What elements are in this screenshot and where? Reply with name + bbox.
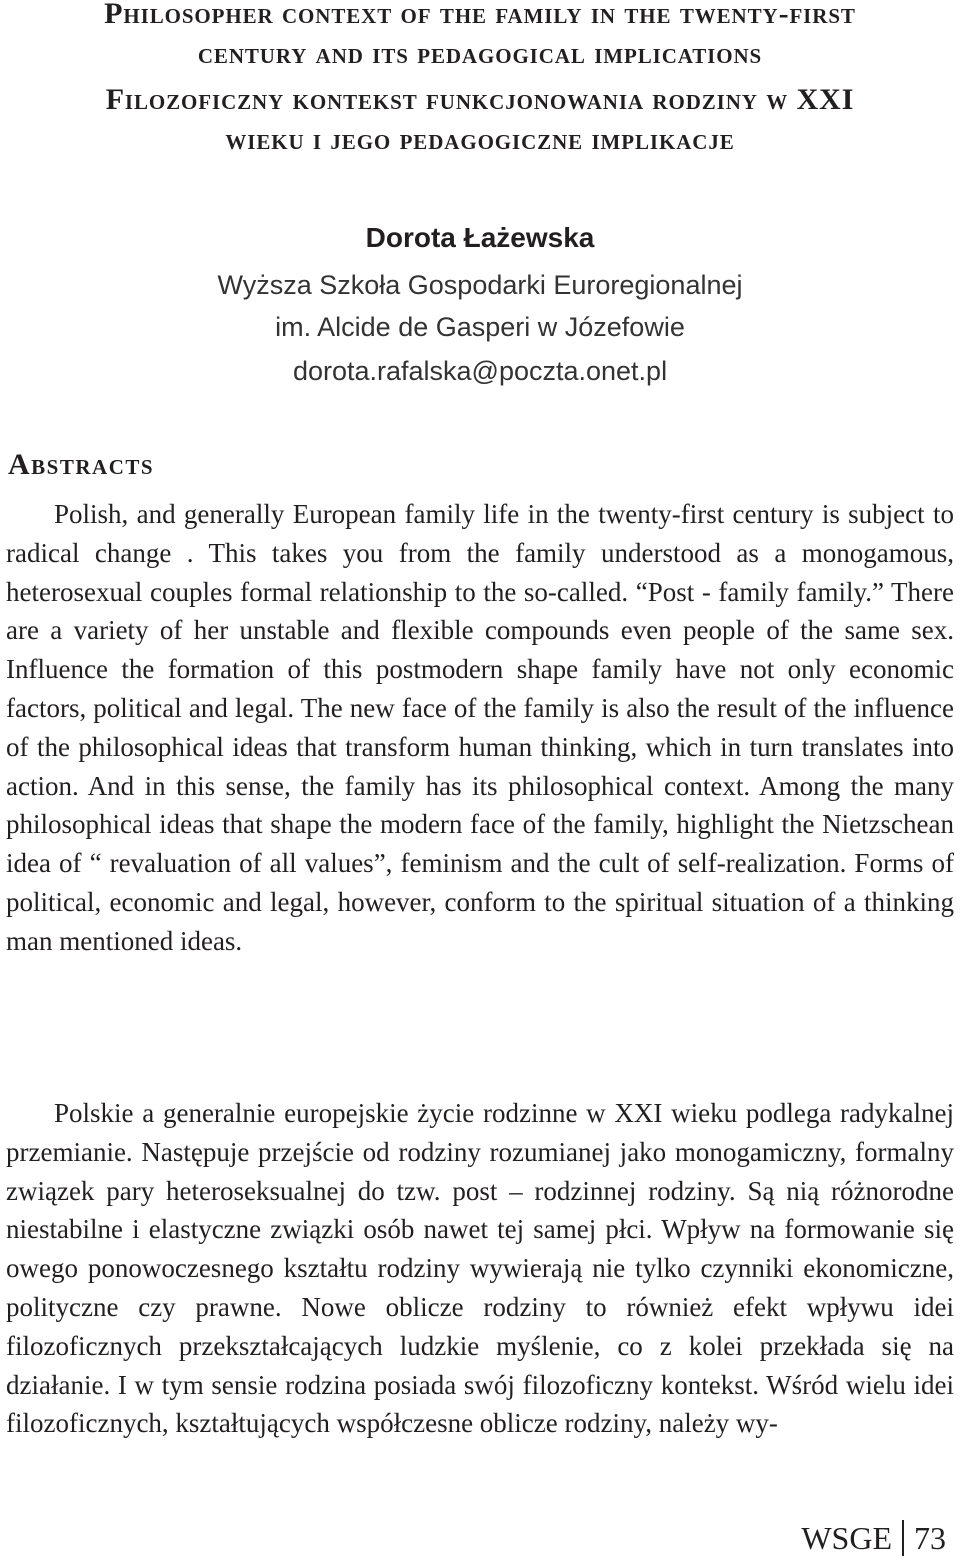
abstract-polish: Polskie a generalnie europejskie życie rodzinne w XXI wieku podlega radykalnej przemianie. Następuje przejście od rodziny rozumianej jako monogamiczny, formalny związek pary heteroseksualnej do tzw. post – rodzinnej rodziny. Są nią różnorodne niestabilne i elastyczne związki osób nawet tej samej płci. Wpływ na formowanie się owego ponowoczesnego kształtu rodziny wywierają nie tylko czynniki ekonomiczne, polityczne czy prawne. Nowe oblicze rodziny to również efekt wpływu idei filozoficznych przekształcających ludzkie myślenie, co z kolei przekłada się na działanie. I w tym sensie rodzina posiada swój filozoficzny kontekst. Wśród wielu idei filozoficznych, kształtujących współczesne oblicze rodziny, należy wy-	[6, 1098, 954, 1439]
title-polish-line-1: Filozoficzny kontekst funkcjonowania rodziny w XXI	[105, 83, 855, 116]
page-footer	[801, 1518, 946, 1558]
page-number: 73	[914, 1520, 946, 1556]
title-polish	[0, 80, 960, 160]
journal-name: WSGE	[801, 1520, 892, 1556]
author-block	[0, 218, 960, 392]
author-name: Dorota Łażewska	[365, 222, 595, 253]
abstract-english: Polish, and generally European family life in the twenty-first century is subject to radical change . This takes you from the family understood as a monogamous, heterosexual couples formal relationship to the so-called. “Post - family family.” There are a variety of her unstable and flexible compounds even people of the same sex. Influence the formation of this postmodern shape family have not only economic factors, political and legal. The new face of the family is also the result of the influence of the philosophical ideas that transform human thinking, which in turn translates into action. And in this sense, the family has its philosophical context. Among the many philosophical ideas that shape the modern face of the family, highlight the Nietzschean idea of “ revaluation of all values”, feminism and the cult of self-realization. Forms of political, economic and legal, however, conform to the spiritual situation of a thinking man mentioned ideas.	[6, 499, 954, 956]
footer-divider	[902, 1520, 904, 1556]
author-email: dorota.rafalska@poczta.onet.pl	[292, 356, 668, 386]
title-english	[0, 0, 960, 74]
affiliation-line-1: Wyższa Szkoła Gospodarki Euroregionalnej	[217, 270, 743, 300]
affiliation-line-2: im. Alcide de Gasperi w Józefowie	[275, 312, 685, 342]
title-polish-line-2: wieku i jego pedagogiczne implikacje	[225, 123, 735, 156]
abstracts-heading: Abstracts	[8, 448, 155, 481]
title-english-line-1: Philosopher context of the family in the twenty-first	[104, 0, 856, 30]
title-english-line-2: century and its pedagogical implications	[197, 37, 763, 70]
